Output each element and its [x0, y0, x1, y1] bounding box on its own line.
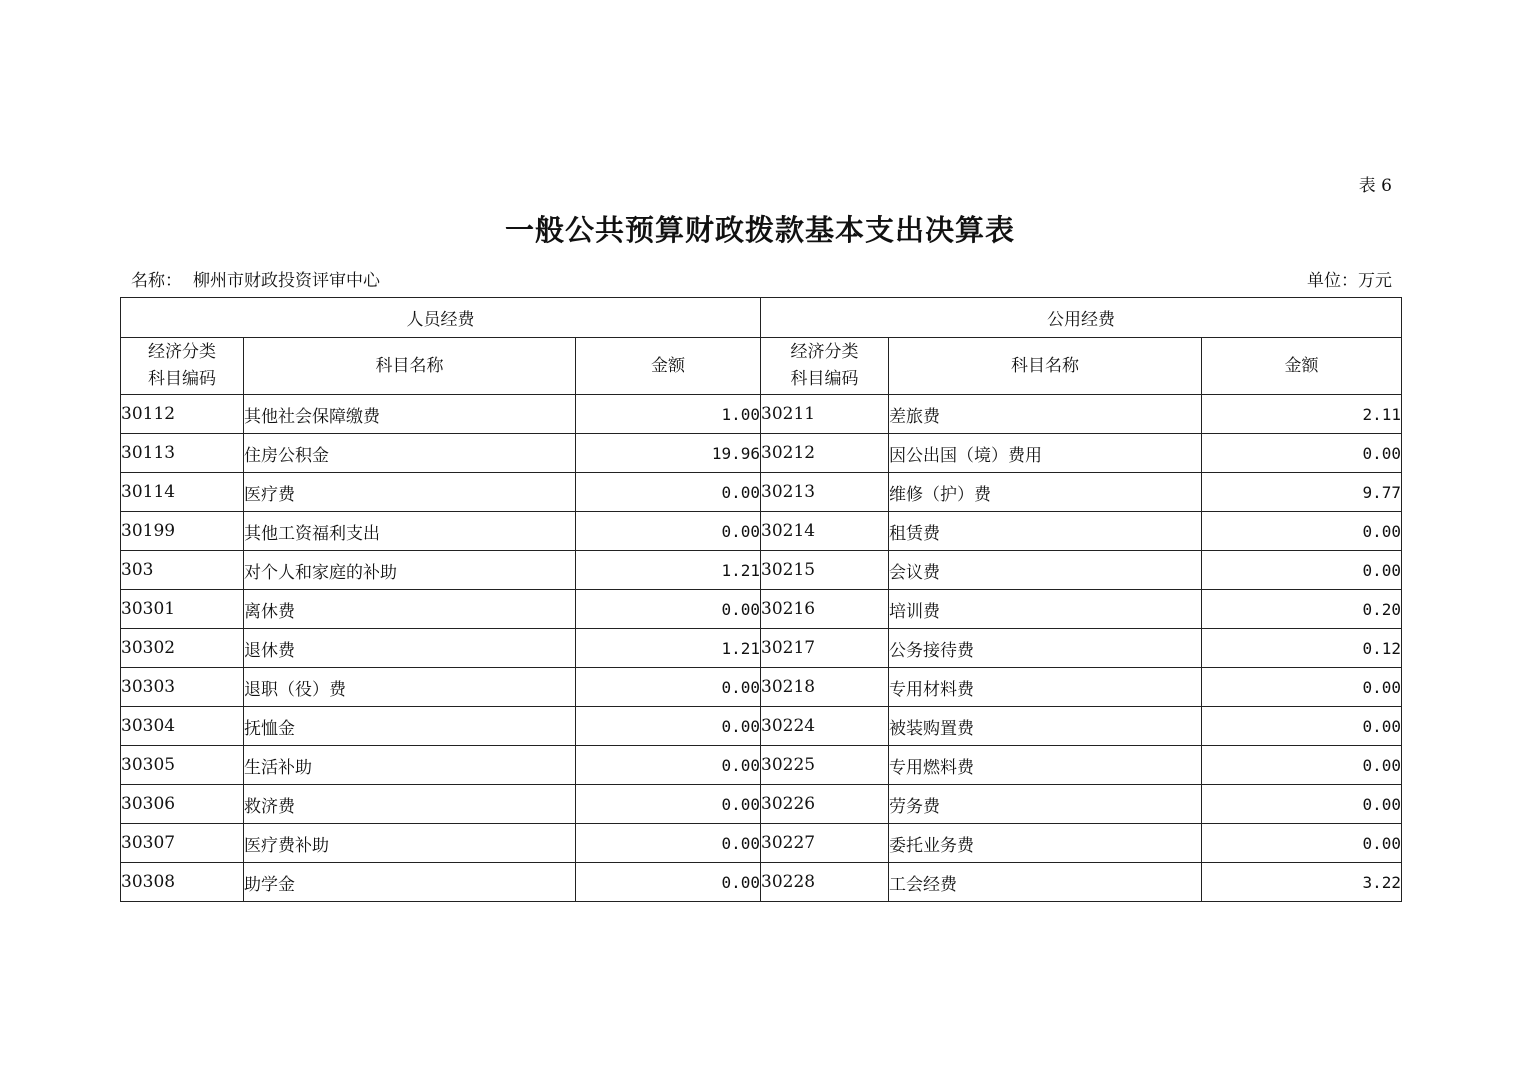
left-code-cell: 30305	[121, 746, 244, 785]
page-title: 一般公共预算财政拨款基本支出决算表	[504, 213, 1015, 247]
left-code-cell: 30302	[121, 629, 244, 668]
table-row	[121, 824, 1402, 863]
table-meta	[131, 266, 1392, 290]
left-code-header	[121, 338, 244, 395]
right-name-cell: 因公出国（境）费用	[889, 434, 1202, 473]
left-code-cell: 30113	[121, 434, 244, 473]
right-name-cell: 被装购置费	[889, 707, 1202, 746]
left-amount-cell: 0.00	[576, 512, 761, 551]
left-name-header: 科目名称	[244, 338, 576, 395]
table-row	[121, 512, 1402, 551]
right-amount-cell: 0.00	[1202, 512, 1402, 551]
right-name-cell: 委托业务费	[889, 824, 1202, 863]
left-name-cell: 生活补助	[244, 746, 576, 785]
left-name-cell: 其他工资福利支出	[244, 512, 576, 551]
left-amount-cell: 1.00	[576, 395, 761, 434]
right-code-cell: 30214	[761, 512, 889, 551]
right-name-cell: 劳务费	[889, 785, 1202, 824]
table-row	[121, 668, 1402, 707]
left-name-cell: 离休费	[244, 590, 576, 629]
left-name-cell: 医疗费	[244, 473, 576, 512]
right-amount-header: 金额	[1202, 338, 1402, 395]
right-code-cell: 30225	[761, 746, 889, 785]
column-header-row	[121, 338, 1402, 395]
unit-label: 单位：万元	[1307, 271, 1392, 291]
right-code-cell: 30212	[761, 434, 889, 473]
right-name-header: 科目名称	[889, 338, 1202, 395]
right-amount-cell: 2.11	[1202, 395, 1402, 434]
org-name: 柳州市财政投资评审中心	[193, 271, 380, 291]
group-public: 公用经费	[761, 298, 1402, 338]
group-header-row	[121, 298, 1402, 338]
right-code-cell: 30216	[761, 590, 889, 629]
left-name-cell: 退休费	[244, 629, 576, 668]
left-name-cell: 救济费	[244, 785, 576, 824]
left-amount-cell: 0.00	[576, 824, 761, 863]
left-amount-header: 金额	[576, 338, 761, 395]
right-amount-cell: 0.00	[1202, 668, 1402, 707]
table-number: 表 6	[1358, 176, 1392, 196]
left-code-cell: 30112	[121, 395, 244, 434]
left-code-cell: 30114	[121, 473, 244, 512]
left-amount-cell: 1.21	[576, 551, 761, 590]
left-code-cell: 303	[121, 551, 244, 590]
left-amount-cell: 0.00	[576, 707, 761, 746]
left-name-cell: 医疗费补助	[244, 824, 576, 863]
left-code-cell: 30308	[121, 863, 244, 902]
right-name-cell: 专用材料费	[889, 668, 1202, 707]
left-amount-cell: 0.00	[576, 590, 761, 629]
right-code-cell: 30213	[761, 473, 889, 512]
left-code-cell: 30199	[121, 512, 244, 551]
right-amount-cell: 3.22	[1202, 863, 1402, 902]
right-amount-cell: 0.00	[1202, 551, 1402, 590]
right-code-cell: 30218	[761, 668, 889, 707]
right-amount-cell: 0.12	[1202, 629, 1402, 668]
right-code-cell: 30226	[761, 785, 889, 824]
right-code-cell: 30224	[761, 707, 889, 746]
right-code-cell: 30228	[761, 863, 889, 902]
right-name-cell: 会议费	[889, 551, 1202, 590]
left-amount-cell: 0.00	[576, 863, 761, 902]
left-code-cell: 30306	[121, 785, 244, 824]
left-amount-cell: 0.00	[576, 746, 761, 785]
table-row	[121, 551, 1402, 590]
right-amount-cell: 0.00	[1202, 434, 1402, 473]
table-body	[121, 395, 1402, 902]
right-code-cell: 30211	[761, 395, 889, 434]
left-name-cell: 对个人和家庭的补助	[244, 551, 576, 590]
table-row	[121, 590, 1402, 629]
left-name-cell: 住房公积金	[244, 434, 576, 473]
right-amount-cell: 9.77	[1202, 473, 1402, 512]
table-row	[121, 395, 1402, 434]
right-amount-cell: 0.00	[1202, 707, 1402, 746]
right-name-cell: 差旅费	[889, 395, 1202, 434]
code-header-line2: 科目编码	[148, 369, 216, 389]
right-name-cell: 工会经费	[889, 863, 1202, 902]
left-amount-cell: 0.00	[576, 473, 761, 512]
right-code-cell: 30215	[761, 551, 889, 590]
left-code-cell: 30304	[121, 707, 244, 746]
table-row	[121, 785, 1402, 824]
right-name-cell: 专用燃料费	[889, 746, 1202, 785]
right-name-cell: 租赁费	[889, 512, 1202, 551]
left-name-cell: 退职（役）费	[244, 668, 576, 707]
expenditure-table	[120, 297, 1402, 902]
right-amount-cell: 0.00	[1202, 785, 1402, 824]
right-name-cell: 培训费	[889, 590, 1202, 629]
left-code-cell: 30301	[121, 590, 244, 629]
left-amount-cell: 19.96	[576, 434, 761, 473]
table-row	[121, 434, 1402, 473]
code-header-line1: 经济分类	[148, 342, 216, 362]
right-code-header	[761, 338, 889, 395]
left-name-cell: 抚恤金	[244, 707, 576, 746]
right-code-cell: 30217	[761, 629, 889, 668]
left-amount-cell: 1.21	[576, 629, 761, 668]
right-amount-cell: 0.00	[1202, 824, 1402, 863]
table-row	[121, 473, 1402, 512]
table-row	[121, 746, 1402, 785]
table-row	[121, 707, 1402, 746]
table-row	[121, 629, 1402, 668]
right-amount-cell: 0.20	[1202, 590, 1402, 629]
right-amount-cell: 0.00	[1202, 746, 1402, 785]
left-code-cell: 30303	[121, 668, 244, 707]
left-amount-cell: 0.00	[576, 785, 761, 824]
left-amount-cell: 0.00	[576, 668, 761, 707]
right-code-cell: 30227	[761, 824, 889, 863]
right-name-cell: 维修（护）费	[889, 473, 1202, 512]
group-personnel: 人员经费	[121, 298, 761, 338]
code-header-line2: 科目编码	[790, 369, 859, 389]
table-row	[121, 863, 1402, 902]
left-name-cell: 助学金	[244, 863, 576, 902]
left-name-cell: 其他社会保障缴费	[244, 395, 576, 434]
code-header-line1: 经济分类	[790, 342, 859, 362]
left-code-cell: 30307	[121, 824, 244, 863]
right-name-cell: 公务接待费	[889, 629, 1202, 668]
org-label: 名称：	[131, 271, 182, 291]
